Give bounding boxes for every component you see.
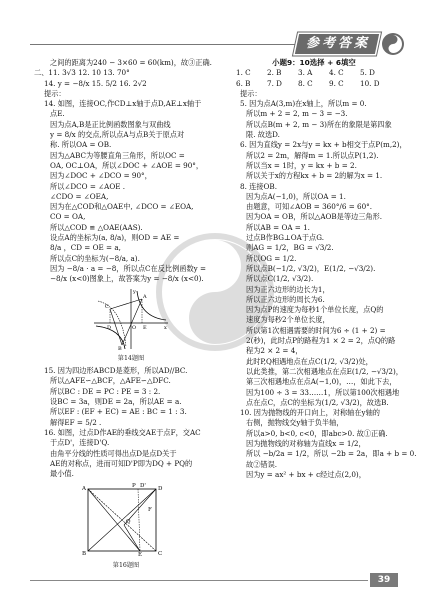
text-line: 以此类推，第二次相遇地点在点E(1/2, −√3/2)， — [246, 366, 403, 376]
text-line: 10. 因为抛物线的开口向上，对称轴在y轴的 — [240, 408, 380, 418]
fig14-label-x: x — [164, 324, 167, 331]
text-line: −8/x (x<0)图象上，故答案为y = −8/x (x<0). — [50, 274, 204, 284]
text-line: 14. 如图，连接OC,作CD⊥x轴于点D,AE⊥x轴于 — [44, 99, 202, 109]
text-line: 此时P,Q相遇地点在点C(1/2, √3/2)处， — [246, 356, 373, 366]
fig14-label-b: B — [118, 345, 122, 351]
text-line: 所以点C的坐标为(−8/a, a). — [50, 253, 140, 263]
text-line: 所以△COD ≌ △OAE(AAS). — [50, 222, 143, 232]
text-line: 则AG = 1/2，BG = √3/2. — [246, 243, 334, 253]
text-line: 最小值. — [50, 469, 74, 479]
section-title: 小题9：10选择 + 6填空 — [272, 58, 356, 67]
text-line: 2(秒)，此时点P的路程为1 × 2 = 2，点Q的路 — [246, 336, 396, 346]
mcq-answer: 3. A — [298, 68, 313, 78]
text-line: 所以a>0, b<0, c<0，即abc>0. 故①正确. — [246, 428, 388, 438]
text-line: 因为点A,B是正比例函数图象与双曲线 — [50, 119, 171, 129]
text-line: 因为正六边形的边长为1， — [246, 284, 330, 294]
text-line: 二、11. 3√3 12. 10 13. 70° — [34, 68, 130, 78]
mcq-answer: 4. C — [329, 68, 344, 78]
text-line: y = 8/x 的交点,所以点A与点B关于原点对 — [50, 130, 185, 140]
left-column — [34, 58, 222, 573]
text-line: 8/a ，CD = OE = a, — [50, 243, 121, 253]
text-line: 于点D'，连接D'Q. — [50, 438, 110, 448]
fig16-label-q: Q — [126, 519, 131, 526]
text-line: 限. 故选D. — [246, 130, 280, 140]
text-line: 所以 −b/2a = 1/2，所以 −2b = 2a，即a + b = 0. — [246, 449, 417, 459]
text-line: 因为在△COD和△OAE中, ∠DCO = ∠EOA, — [50, 202, 194, 212]
mcq-answer: 1. C — [236, 68, 251, 78]
mcq-answer: 6. B — [236, 78, 251, 88]
fig14-label-d: D — [107, 324, 112, 331]
figure-16 — [80, 481, 172, 571]
text-line: 第三次相遇地点在点A(−1,0)，…，如此下去， — [246, 377, 397, 387]
fig16-label-d: D — [158, 486, 163, 493]
fig16-label-c: C — [158, 551, 163, 558]
text-line: 6. 因为直线y = 2x与y = kx + b相交于点P(m,2)， — [240, 140, 407, 150]
text-line: 所以AB = OA = 1. — [246, 222, 310, 232]
text-line: 之间的距离为240 − 3×60 = 60(km)，故③正确. — [50, 58, 212, 67]
text-line: 14. y = −8/x 15. 5/2 16. 2√2 — [44, 78, 147, 88]
text-line: 所以点C(1/2, √3/2). — [246, 274, 314, 284]
text-line: 所以第1次相遇需要的时间为6 ÷ (1 + 2) = — [246, 325, 386, 335]
text-line: 所以关于x的方程kx + b = 2的解为x = 1. — [246, 171, 383, 181]
text-line: 所以正六边形的周长为6. — [246, 294, 325, 304]
text-line: 提示： — [44, 88, 66, 98]
text-line: 因为 −8/a · a = −8，所以点C在反比例函数y = — [50, 263, 207, 273]
text-line: AE的对称点，进而可知D'P即为DQ + PQ的 — [50, 458, 193, 468]
text-line: 因为点A(−1,0)，所以OA = 1. — [246, 191, 346, 201]
text-line: 由题意，可知∠AOB = 360°/6 = 60°. — [246, 202, 373, 212]
figure-16-caption: 第16题图 — [112, 561, 140, 569]
mcq-answer: 7. D — [267, 78, 282, 88]
page-title: 参考答案 — [305, 36, 370, 51]
text-line: CO = OA, — [50, 212, 86, 222]
figure-14-caption: 第14题图 — [117, 354, 145, 362]
figure-14-graph — [92, 287, 170, 351]
figure-16-diagram — [80, 481, 172, 557]
page-number: 39 — [370, 573, 398, 587]
text-line: OA, OC⊥OA，所以∠DOC + ∠AOE = 90°， — [50, 160, 204, 170]
footer-rule — [30, 580, 368, 581]
text-line: 过点B作BG⊥OA于点G. — [246, 233, 324, 243]
text-line: 所以∠DCO = ∠AOE . — [50, 181, 126, 191]
fig16-label-f: F — [148, 507, 152, 514]
text-line: 所以点B(m + 2, m − 3)所在的象限是第四象 — [246, 119, 392, 129]
text-line: 称. 所以OA = OB. — [50, 140, 112, 150]
text-line: 所以BC : DE = PC : PE = 3 : 2. — [50, 386, 161, 396]
mcq-answer: 8. C — [298, 78, 313, 88]
text-line: 设BC = 3a，则DE = 2a，所以AE = a. — [50, 397, 182, 407]
fig14-label-e: E — [143, 324, 147, 331]
fig14-label-a: A — [143, 293, 147, 300]
text-line: 所以OG = 1/2. — [246, 253, 297, 263]
right-column — [230, 58, 417, 480]
fig16-label-e: E — [138, 552, 143, 558]
text-line: 所以当x = 1时，y = kx + b = 2. — [246, 160, 357, 170]
mcq-answer: 10. D — [360, 78, 380, 88]
fig16-label-p: P — [132, 483, 136, 490]
text-line: 速度为每秒2个单位长度， — [246, 315, 330, 325]
header-rule — [30, 44, 298, 45]
text-line: 所以△AFE∽△BCF，△AFE∽△DFC. — [50, 376, 171, 386]
text-line: 所以2 = 2m，解得m = 1.所以点P(1,2). — [246, 150, 379, 160]
text-line: 所以m + 2 = 2, m − 3 = −3. — [246, 109, 348, 119]
mcq-answers-row-2 — [230, 79, 398, 89]
text-line: 点E. — [50, 109, 65, 119]
fig16-label-b: B — [82, 551, 87, 558]
text-line: 所以EF : (EF + EC) = AE : BC = 1 : 3. — [50, 407, 187, 417]
text-line: 提示： — [240, 88, 262, 98]
text-line: 8. 连接OB. — [240, 181, 277, 191]
text-line: 因为∠DOC + ∠DCO = 90°， — [50, 171, 152, 181]
fig14-label-y: y — [133, 288, 136, 295]
text-line: 因为100 ÷ 3 = 33……1，所以第100次相遇地 — [246, 387, 400, 397]
swirl-logo-icon — [381, 32, 405, 56]
mcq-answers-row-1 — [230, 68, 398, 78]
fig16-label-a: A — [82, 486, 86, 493]
mcq-answer: 5. D — [360, 68, 375, 78]
text-line: ∠CDO = ∠OEA, — [50, 191, 109, 201]
text-line: 解得EF = 5/2 . — [50, 417, 102, 427]
text-line: 设点A的坐标为(a, 8/a)，则OD = AE = — [50, 233, 180, 243]
text-line: 因为△ABC为等腰直角三角形，所以OC = — [50, 150, 185, 160]
text-line: 所以点B(−1/2, √3/2)，E(1/2, −√3/2). — [246, 263, 376, 273]
fig14-label-c: C — [105, 303, 109, 310]
text-line: 由角平分线的性质可得出点D是点D关于 — [50, 448, 177, 458]
fig16-label-dprime: D' — [140, 483, 146, 490]
text-line: 15. 因为四边形ABCD是菱形，所以AD//BC. — [44, 366, 188, 376]
mcq-answer: 9. C — [329, 78, 344, 88]
mcq-answer: 2. B — [267, 68, 282, 78]
text-line: 16. 如图，过点D作AE的垂线交AE于点F，交AC — [44, 427, 201, 437]
text-line: 因为点P的速度为每秒1个单位长度，点Q的 — [246, 305, 384, 315]
text-line: 故②错误. — [246, 459, 278, 469]
text-line: 因为y = ax² + bx + c经过点(2,0)， — [246, 469, 366, 479]
text-line: 5. 因为点A(3,m)在x轴上，所以m = 0. — [240, 99, 367, 109]
text-line: 点在点C，点C的坐标为(1/2, √3/2)，故选B. — [246, 397, 389, 407]
text-line: 右侧，抛物线交y轴于负半轴， — [246, 418, 344, 428]
figure-14 — [92, 287, 170, 365]
text-line: 因为OA = OB，所以△AOB是等边三角形. — [246, 212, 383, 222]
fig14-label-o: O — [132, 324, 137, 331]
text-line: 程为2 × 2 = 4， — [246, 346, 303, 356]
text-line: 因为抛物线的对称轴为直线x = 1/2， — [246, 438, 366, 448]
